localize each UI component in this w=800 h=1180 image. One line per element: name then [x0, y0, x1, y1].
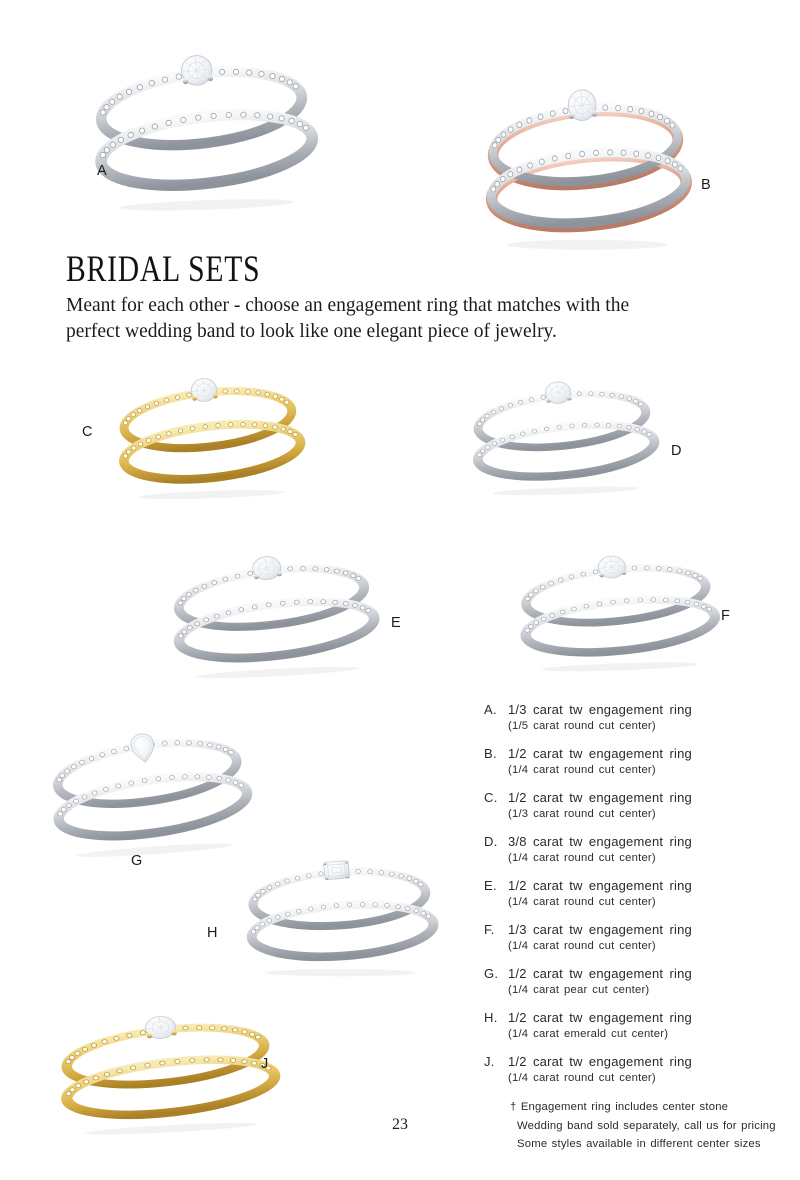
ring-set-photo-d: [450, 368, 678, 500]
ring-label-h: H: [207, 925, 218, 941]
ring-set-photo-e: [147, 540, 402, 685]
listing-item-letter: H.: [484, 1010, 498, 1025]
ring-label-d: D: [671, 443, 682, 459]
listing-item-title: 1/3 carat tw engagement ring: [508, 702, 692, 717]
listing-item-letter: A.: [484, 702, 497, 717]
ring-label-a: A: [97, 163, 108, 179]
ring-set-photo-h: [226, 848, 456, 978]
listing-item-subtitle: (1/3 carat round cut center): [508, 808, 656, 820]
ring-set-illustration: [147, 540, 402, 685]
listing-item-letter: D.: [484, 834, 498, 849]
ring-set-illustration: [496, 542, 740, 676]
ring-set-photo-b: [464, 76, 710, 252]
ring-label-c: C: [82, 424, 93, 440]
footnote-line: Wedding band sold separately, call us for pricing: [517, 1119, 776, 1132]
footnote-line: † Engagement ring includes center stone: [510, 1101, 729, 1113]
listing-item-a: [484, 702, 790, 733]
listing-item-f: [484, 922, 790, 953]
listing-item-title: 1/2 carat tw engagement ring: [508, 966, 692, 981]
listing-item-b: [484, 746, 790, 777]
listing-item-j: [484, 1054, 790, 1085]
listing-item-title: 1/2 carat tw engagement ring: [508, 746, 692, 761]
listing-item-subtitle: (1/4 carat round cut center): [508, 764, 656, 776]
page-number: 23: [392, 1116, 408, 1133]
listing-item-h: [484, 1010, 790, 1041]
ring-set-illustration: [450, 368, 678, 500]
page-description-line1: Meant for each other - choose an engagement ring that matches with the: [66, 295, 630, 316]
ring-set-illustration: [464, 76, 710, 252]
ring-set-illustration: [67, 37, 341, 216]
ring-set-illustration: [26, 712, 275, 864]
ring-label-j: J: [261, 1056, 269, 1072]
listing-item-d: [484, 834, 790, 865]
listing-item-g: [484, 966, 790, 997]
ring-label-g: G: [131, 853, 143, 869]
listing-item-c: [484, 790, 790, 821]
ring-set-illustration: [96, 364, 324, 504]
listing-item-title: 3/8 carat tw engagement ring: [508, 834, 692, 849]
listing-item-title: 1/3 carat tw engagement ring: [508, 922, 692, 937]
listing-item-subtitle: (1/4 carat round cut center): [508, 1072, 656, 1084]
listing-item-letter: G.: [484, 966, 499, 981]
listing-item-title: 1/2 carat tw engagement ring: [508, 878, 692, 893]
listing-item-e: [484, 878, 790, 909]
listing-item-letter: J.: [484, 1054, 495, 1069]
ring-set-photo-g: [26, 712, 275, 864]
ring-set-photo-f: [496, 542, 740, 676]
ring-label-e: E: [391, 615, 402, 631]
product-list: [484, 702, 790, 1085]
listing-item-title: 1/2 carat tw engagement ring: [508, 1010, 692, 1025]
listing-item-letter: B.: [484, 746, 497, 761]
ring-label-b: B: [701, 177, 712, 193]
footnotes: [484, 1098, 790, 1154]
listing-item-subtitle: (1/4 carat round cut center): [508, 896, 656, 908]
listing-item-title: 1/2 carat tw engagement ring: [508, 1054, 692, 1069]
ring-set-illustration: [226, 848, 456, 978]
page-title: BRIDAL SETS: [66, 249, 261, 290]
ring-set-photo-c: [96, 364, 324, 504]
listing-item-subtitle: (1/4 carat round cut center): [508, 940, 656, 952]
listing-item-subtitle: (1/4 carat round cut center): [508, 852, 656, 864]
listing-item-letter: C.: [484, 790, 498, 805]
ring-set-photo-a: [67, 37, 341, 216]
product-listing: [484, 702, 790, 1154]
footnote-line: Some styles available in different center sizes: [517, 1138, 761, 1150]
page-description: [66, 293, 629, 345]
listing-item-subtitle: (1/5 carat round cut center): [508, 720, 656, 732]
ring-label-f: F: [721, 608, 731, 624]
listing-item-letter: F.: [484, 922, 495, 937]
listing-item-letter: E.: [484, 878, 497, 893]
listing-item-title: 1/2 carat tw engagement ring: [508, 790, 692, 805]
listing-item-subtitle: (1/4 carat pear cut center): [508, 984, 650, 996]
page-description-line2: perfect wedding band to look like one elegant piece of jewelry.: [66, 321, 557, 342]
listing-item-subtitle: (1/4 carat emerald cut center): [508, 1028, 669, 1040]
